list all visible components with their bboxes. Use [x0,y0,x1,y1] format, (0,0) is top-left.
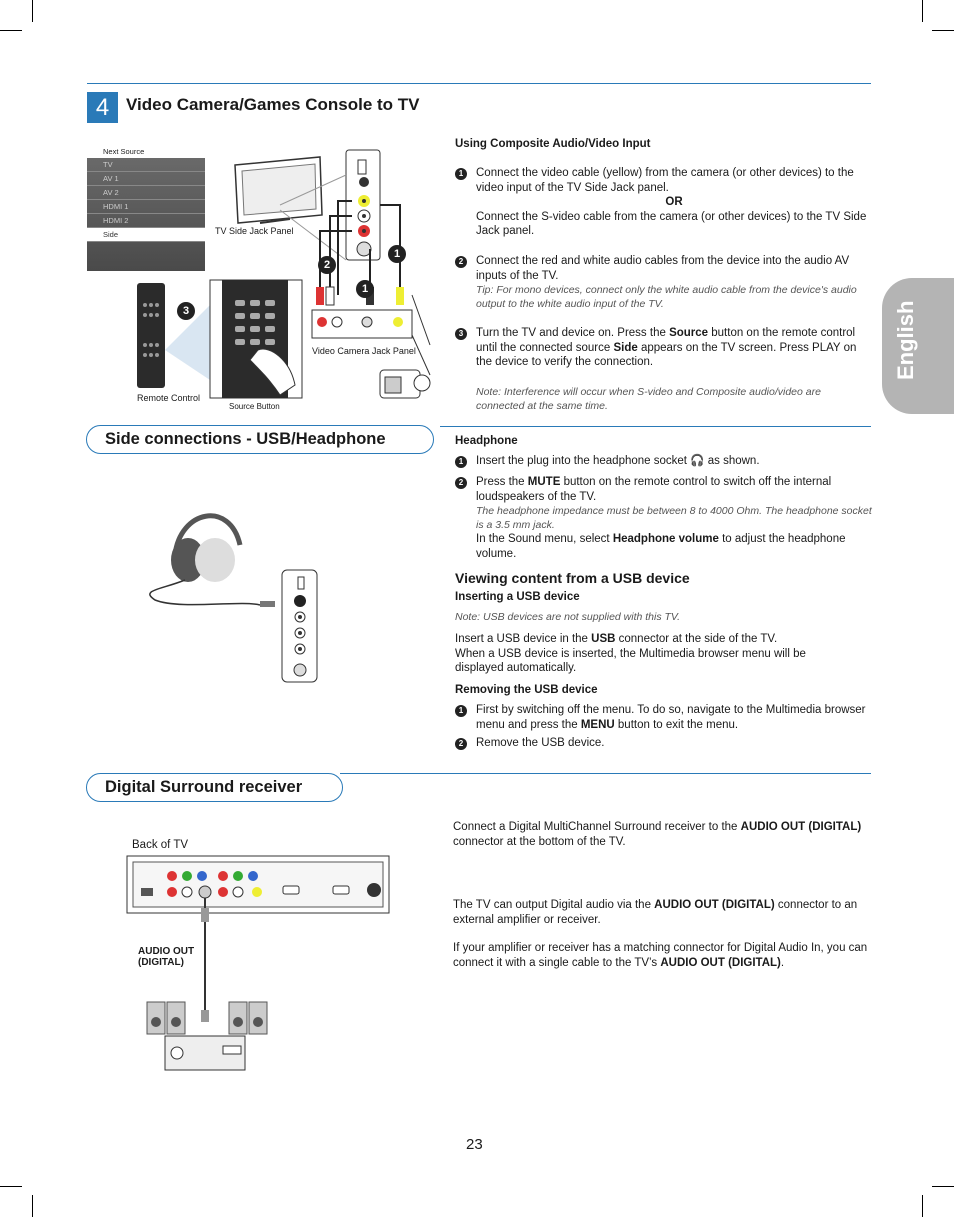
composite-note: Note: Interference will occur when S-video and Composite audio/video are connected at the same time. [476,386,821,412]
step-bullet-1: 1 [455,456,467,468]
step-bullet-1: 1 [455,705,467,717]
menu-item-selected: Side [87,228,205,242]
composite-step-1: Connect the video cable (yellow) from the camera (or other devices) to the video input of the TV Side Jack panel. OR Connect the S-video cable from the camera (or other devices) to the TV Side Jack panel. [476,167,867,237]
usb-heading: Viewing content from a USB device [455,570,690,586]
composite-step-2: Connect the red and white audio cables from the device into the audio AV inputs of the TV. Tip: For mono devices, connect only the white audio cable from the device's audio output to the white audio input of the TV. [476,255,857,310]
video-camera-jack-label: Video Camera Jack Panel [312,346,416,356]
callout-1: 1 [388,245,406,263]
headphone-step-1: Insert the plug into the headphone socket 🎧 as shown. [476,455,760,467]
section-rule [87,83,871,84]
crop-mark [32,0,33,22]
step-bullet-1: 1 [455,168,467,180]
usb-inserting-heading: Inserting a USB device [455,591,580,603]
menu-item: AV 2 [87,186,205,200]
headphone-heading: Headphone [455,435,518,447]
callout-2: 2 [318,256,336,274]
language-tab-label: English [893,300,918,380]
crop-mark [922,1195,923,1217]
menu-item: AV 1 [87,172,205,186]
step-bullet-3: 3 [455,328,467,340]
section-title: Video Camera/Games Console to TV [126,95,420,114]
crop-mark [0,1186,22,1187]
menu-item: HDMI 2 [87,214,205,228]
headphone-step-2: Press the MUTE button on the remote control to switch off the internal loudspeakers of the TV. The headphone impedance must be between 8 to 4000 Ohm. The headphone socket is a 3.5 mm jack. In the Sound menu, select Headphone volume to adjust the headphone volume. [476,476,872,560]
crop-mark [932,30,954,31]
composite-step-3: Turn the TV and device on. Press the Source button on the remote control until the connected source Side appears on the TV screen. Press PLAY on the device to verify the connection. [476,327,857,368]
callout-3: 3 [177,302,195,320]
crop-mark [922,0,923,22]
audio-out-label: AUDIO OUT (DIGITAL) [138,946,195,968]
section-number: 4 [87,92,118,123]
digital-paragraph-2: The TV can output Digital audio via the AUDIO OUT (DIGITAL) connector to an external amplifier or receiver. [453,899,858,926]
tv-side-jack-label: TV Side Jack Panel [215,226,294,236]
usb-removing-heading: Removing the USB device [455,684,598,696]
back-of-tv-label: Back of TV [132,839,189,851]
headphone-diagram [140,500,330,690]
remote-control-label: Remote Control [137,393,201,403]
crop-mark [932,1186,954,1187]
digital-surround-title: Digital Surround receiver [86,773,343,802]
usb-insert-text: Insert a USB device in the USB connector at the side of the TV. When a USB device is inserted, the Multimedia browser menu will be displayed automatically. [455,633,806,674]
crop-mark [32,1195,33,1217]
step-bullet-2: 2 [455,477,467,489]
step-bullet-2: 2 [455,256,467,268]
connection-diagram [130,145,440,415]
composite-heading: Using Composite Audio/Video Input [455,138,651,150]
usb-note: Note: USB devices are not supplied with this TV. [455,611,681,623]
section-rule [440,426,871,427]
source-button-label: Source Button [229,402,280,411]
step-bullet-2: 2 [455,738,467,750]
side-connections-title: Side connections - USB/Headphone [86,425,434,454]
page-number: 23 [466,1136,483,1153]
usb-remove-step-1: First by switching off the menu. To do so, navigate to the Multimedia browser menu and press the MENU button to exit the menu. [476,704,866,731]
digital-paragraph-3: If your amplifier or receiver has a matching connector for Digital Audio In, you can connect it with a single cable to the TV’s AUDIO OUT (DIGITAL). [453,942,868,969]
menu-item: TV [87,158,205,172]
section-rule [340,773,871,774]
menu-header: Next Source [87,145,205,158]
digital-paragraph-1: Connect a Digital MultiChannel Surround receiver to the AUDIO OUT (DIGITAL) connector at the bottom of the TV. [453,821,862,848]
usb-remove-step-2: Remove the USB device. [476,737,605,749]
crop-mark [0,30,22,31]
headphone-icon: 🎧 [690,455,705,467]
callout-1: 1 [356,280,374,298]
menu-item: HDMI 1 [87,200,205,214]
